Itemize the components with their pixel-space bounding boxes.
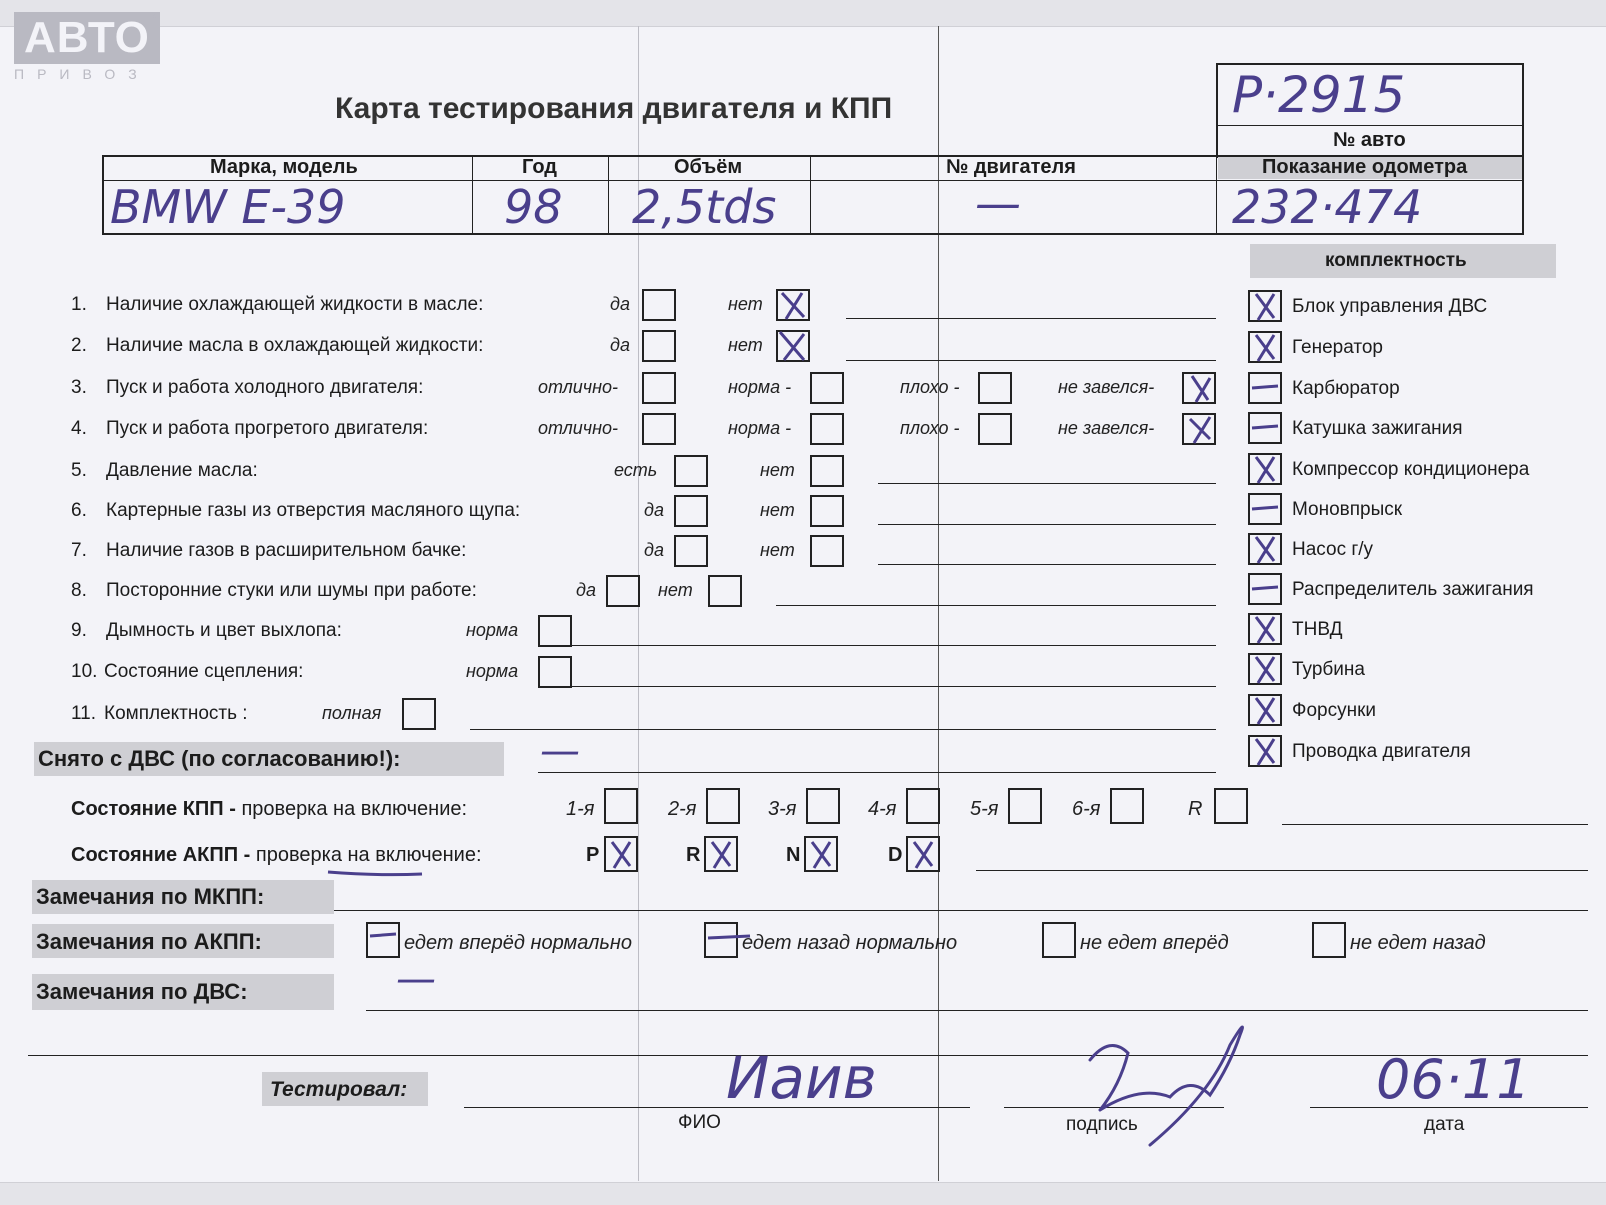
question-text: Наличие масла в охлаждающей жидкости:	[106, 335, 484, 356]
q1-da-checkbox[interactable]	[642, 289, 676, 321]
kpp-gear-checkbox[interactable]	[806, 788, 840, 824]
q2-net-label: нет	[728, 335, 763, 355]
completeness-item-label: Насос г/у	[1292, 539, 1374, 560]
question-number: 6.	[71, 500, 87, 521]
signature-label: подпись	[1066, 1114, 1138, 1135]
akpp-no-forward-label: не едет вперёд	[1080, 932, 1229, 954]
x-mark	[704, 836, 738, 872]
q10-norma-label: норма	[466, 661, 519, 681]
completeness-item-label: Турбина	[1292, 659, 1365, 680]
q10-norma-checkbox[interactable]	[538, 656, 572, 688]
completeness-item-label: Блок управления ДВС	[1292, 296, 1488, 317]
question-text: Состояние сцепления:	[104, 661, 304, 682]
underline-stroke	[318, 866, 428, 886]
q3-ploho-checkbox[interactable]	[978, 372, 1012, 404]
question-text: Наличие охлаждающей жидкости в масле:	[106, 294, 484, 315]
q5-est-checkbox[interactable]	[674, 455, 708, 487]
question-number: 10.	[71, 661, 98, 682]
akpp-no-backward-checkbox[interactable]	[1312, 922, 1346, 958]
q3-otlichno-checkbox[interactable]	[642, 372, 676, 404]
q5-net-label: нет	[760, 460, 795, 480]
x-mark	[1248, 735, 1282, 767]
akpp-forward-normal-label: едет вперёд нормально	[404, 932, 633, 954]
dash-mark	[1248, 372, 1282, 404]
kpp-gear-checkbox[interactable]	[1110, 788, 1144, 824]
q3-norma-label: норма -	[728, 377, 792, 397]
q2-da-checkbox[interactable]	[642, 330, 676, 362]
logo-main: АВТО	[14, 12, 160, 64]
q1-net-x-mark	[776, 289, 810, 321]
value-year: 98	[504, 180, 563, 234]
kpp-label: Состояние КПП - проверка на включение:	[71, 798, 468, 820]
dash-mark	[1248, 412, 1282, 444]
q2-net-x-mark	[776, 330, 810, 362]
completeness-item-label: Карбюратор	[1292, 378, 1400, 399]
logo	[14, 12, 160, 82]
tested-label: Тестировал:	[270, 1078, 408, 1101]
q6-net-label: нет	[760, 500, 795, 520]
question-number: 4.	[71, 418, 87, 439]
kpp-gear-checkbox[interactable]	[604, 788, 638, 824]
value-volume: 2,5tds	[632, 180, 777, 234]
akpp-mode-label: D	[888, 844, 903, 866]
q4-norma-label: норма -	[728, 418, 792, 438]
completeness-item-label: Моновпрыск	[1292, 499, 1403, 520]
completeness-item-label: Генератор	[1292, 337, 1383, 358]
question-number: 5.	[71, 460, 87, 481]
q6-net-checkbox[interactable]	[810, 495, 844, 527]
kpp-gear-label: R	[1188, 798, 1203, 820]
col-year: Год	[522, 156, 557, 178]
q9-norma-label: норма	[466, 620, 519, 640]
fio-value: Иаив	[726, 1044, 877, 1112]
x-mark	[1248, 453, 1282, 485]
kpp-gear-label: 1-я	[566, 798, 595, 820]
kpp-gear-checkbox[interactable]	[1214, 788, 1248, 824]
q4-ploho-checkbox[interactable]	[978, 413, 1012, 445]
akpp-no-forward-checkbox[interactable]	[1042, 922, 1076, 958]
q4-ne-zavelsya-x-mark	[1182, 413, 1216, 445]
q9-norma-checkbox[interactable]	[538, 615, 572, 647]
removed-value: —	[540, 728, 580, 774]
akpp-mode-label: P	[586, 844, 600, 866]
kpp-gear-checkbox[interactable]	[906, 788, 940, 824]
akpp-mode-label: N	[786, 844, 801, 866]
akpp-no-backward-label: не едет назад	[1350, 932, 1486, 954]
q8-da-checkbox[interactable]	[606, 575, 640, 607]
date-value: 06·11	[1376, 1048, 1531, 1111]
completeness-title: комплектность	[1325, 250, 1467, 271]
logo-tm: ™	[148, 12, 159, 24]
auto-number-label: № авто	[1333, 129, 1406, 151]
kpp-gear-label: 5-я	[970, 798, 999, 820]
q2-da-label: да	[610, 335, 630, 355]
x-mark	[1248, 694, 1282, 726]
page-title: Карта тестирования двигателя и КПП	[335, 92, 893, 125]
kpp-gear-checkbox[interactable]	[1008, 788, 1042, 824]
akpp-backward-normal-label: едет назад нормально	[742, 932, 958, 954]
col-odometer: Показание одометра	[1262, 156, 1468, 178]
q6-da-label: да	[644, 500, 664, 520]
akpp-label: Состояние АКПП - проверка на включение:	[71, 844, 482, 866]
question-text: Комплектность :	[104, 703, 248, 724]
x-mark	[604, 836, 638, 872]
completeness-item-label: Форсунки	[1292, 700, 1376, 721]
q3-ploho-label: плохо -	[900, 377, 960, 397]
x-mark	[804, 836, 838, 872]
x-mark	[1248, 290, 1282, 322]
question-text: Давление масла:	[106, 460, 258, 481]
question-text: Картерные газы из отверстия масляного щупа:	[106, 500, 521, 521]
q7-da-checkbox[interactable]	[674, 535, 708, 567]
value-engine-number: —	[975, 176, 1021, 230]
remarks-akpp-label: Замечания по АКПП:	[36, 929, 262, 954]
dash-mark	[366, 922, 400, 958]
q8-net-label: нет	[658, 580, 693, 600]
kpp-gear-label: 6-я	[1072, 798, 1101, 820]
q4-ne-zavelsya-label: не завелся-	[1058, 418, 1155, 438]
question-number: 7.	[71, 540, 87, 561]
q3-ne-zavelsya-label: не завелся-	[1058, 377, 1155, 397]
completeness-item-label: Катушка зажигания	[1292, 418, 1463, 439]
col-engine-number: № двигателя	[946, 156, 1076, 178]
value-brand-model: BMW E-39	[110, 180, 346, 234]
kpp-gear-checkbox[interactable]	[706, 788, 740, 824]
q5-est-label: есть	[614, 460, 658, 480]
question-text: Наличие газов в расширительном бачке:	[106, 540, 467, 561]
question-number: 8.	[71, 580, 87, 601]
q8-net-checkbox[interactable]	[708, 575, 742, 607]
q8-da-label: да	[576, 580, 596, 600]
question-number: 1.	[71, 294, 87, 315]
q1-net-label: нет	[728, 294, 763, 314]
akpp-mode-label: R	[686, 844, 701, 866]
remarks-dvs-value: —	[396, 956, 436, 1002]
q11-polnaya-label: полная	[322, 703, 382, 723]
q4-norma-checkbox[interactable]	[810, 413, 844, 445]
completeness-item-label: ТНВД	[1292, 619, 1343, 640]
q7-net-label: нет	[760, 540, 795, 560]
kpp-gear-label: 3-я	[768, 798, 797, 820]
question-text: Пуск и работа холодного двигателя:	[106, 377, 424, 398]
q3-norma-checkbox[interactable]	[810, 372, 844, 404]
question-text: Пуск и работа прогретого двигателя:	[106, 418, 429, 439]
completeness-item-label: Проводка двигателя	[1292, 741, 1471, 762]
kpp-gear-label: 2-я	[668, 798, 697, 820]
remarks-mkpp-label: Замечания по МКПП:	[36, 884, 265, 909]
x-mark	[1248, 613, 1282, 645]
q5-net-checkbox[interactable]	[810, 455, 844, 487]
x-mark	[906, 836, 940, 872]
date-label: дата	[1424, 1114, 1465, 1135]
col-volume: Объём	[674, 156, 743, 178]
x-mark	[1248, 331, 1282, 363]
q3-otlichno-label: отлично-	[538, 377, 618, 397]
signature-drawing	[1080, 1015, 1270, 1155]
question-number: 9.	[71, 620, 87, 641]
question-text: Посторонние стуки или шумы при работе:	[106, 580, 477, 601]
q4-ploho-label: плохо -	[900, 418, 960, 438]
col-brand-model: Марка, модель	[210, 156, 358, 178]
question-number: 2.	[71, 335, 87, 356]
dash-mark	[1248, 573, 1282, 605]
logo-sub: ПРИВОЗ	[14, 66, 150, 82]
x-mark	[1248, 653, 1282, 685]
completeness-item-label: Распределитель зажигания	[1292, 579, 1534, 600]
dash-mark	[1248, 493, 1282, 525]
kpp-gear-label: 4-я	[868, 798, 897, 820]
q1-da-label: да	[610, 294, 630, 314]
completeness-item-label: Компрессор кондиционера	[1292, 459, 1530, 480]
auto-number-value: Р·2915	[1232, 66, 1406, 124]
q4-otlichno-label: отлично-	[538, 418, 618, 438]
question-number: 3.	[71, 377, 87, 398]
q7-da-label: да	[644, 540, 664, 560]
removed-label: Снято с ДВС (по согласованию!):	[38, 746, 401, 771]
fio-label: ФИО	[678, 1112, 721, 1133]
q3-ne-zavelsya-x-mark	[1182, 372, 1216, 404]
q4-otlichno-checkbox[interactable]	[642, 413, 676, 445]
x-mark	[1248, 533, 1282, 565]
q7-net-checkbox[interactable]	[810, 535, 844, 567]
dash-mark	[704, 922, 754, 958]
question-text: Дымность и цвет выхлопа:	[106, 620, 342, 641]
value-odometer: 232·474	[1232, 180, 1423, 234]
question-number: 11.	[71, 703, 97, 724]
remarks-dvs-label: Замечания по ДВС:	[36, 979, 248, 1004]
q11-polnaya-checkbox[interactable]	[402, 698, 436, 730]
q6-da-checkbox[interactable]	[674, 495, 708, 527]
